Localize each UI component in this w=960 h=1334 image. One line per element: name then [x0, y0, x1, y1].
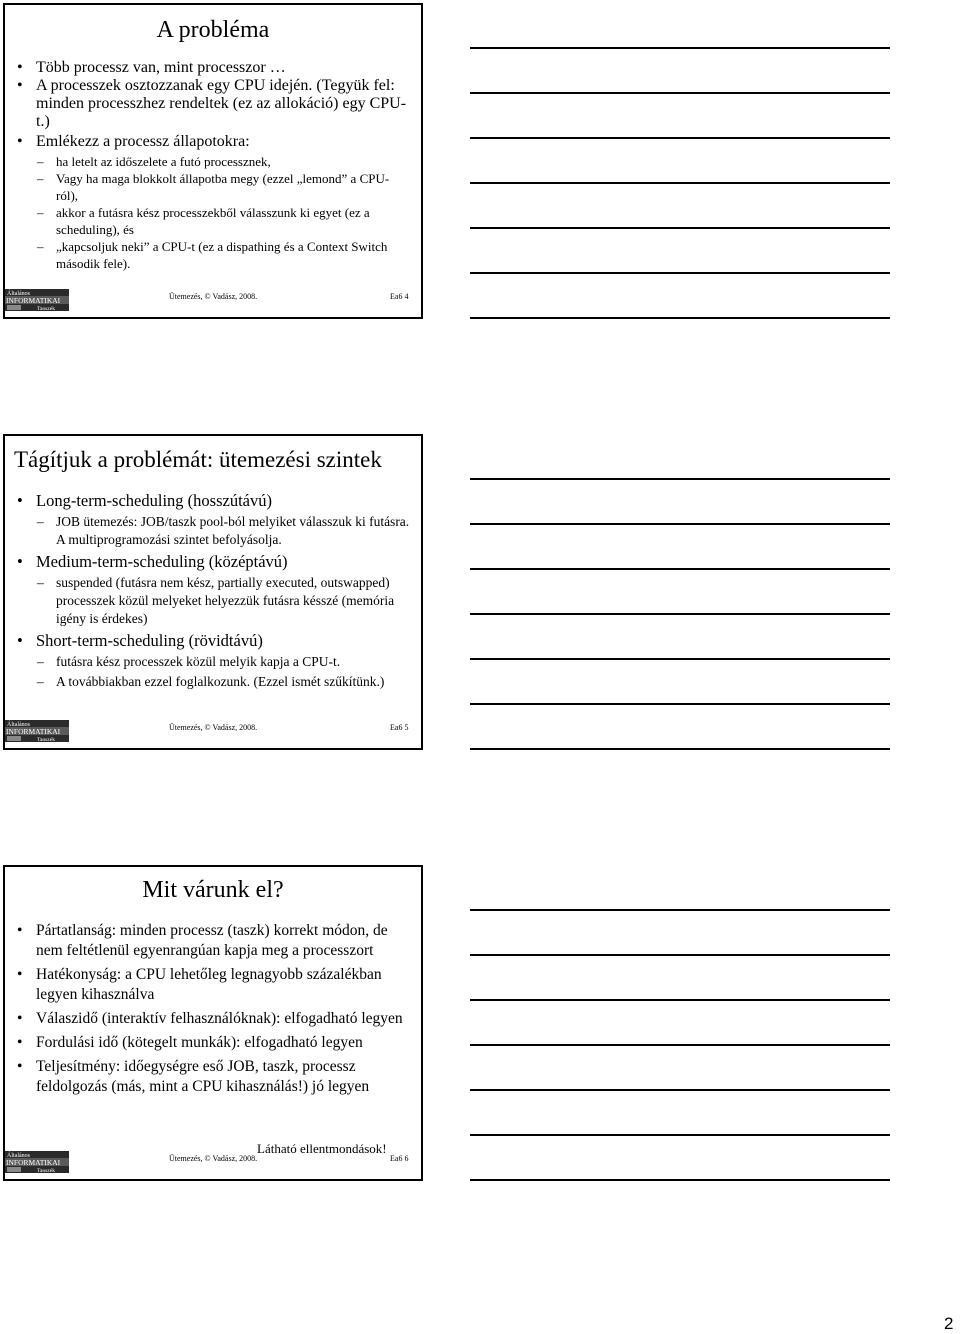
slide-title: Tágítjuk a problémát: ütemezési szintek [14, 447, 382, 472]
logo-text: Általános [7, 1153, 30, 1159]
sub-bullet: – Vagy ha maga blokkolt állapotba megy (ezzel „lemond” a CPU-ról), [17, 170, 411, 204]
bullet: • Long-term-scheduling (hosszútávú) [17, 491, 411, 510]
slide-body [17, 921, 411, 1097]
footer-copyright: Ütemezés, © Vadász, 2008. [169, 1154, 258, 1163]
department-logo [5, 1151, 69, 1173]
footer-copyright: Ütemezés, © Vadász, 2008. [169, 723, 258, 732]
slide-4 [3, 3, 423, 319]
bullet: • Válaszidő (interaktív felhasználóknak): elfogadható legyen [17, 1009, 411, 1029]
bullet: • Emlékezz a processz állapotokra: [17, 133, 411, 151]
slide-title: A probléma [156, 17, 270, 43]
logo-text: Tanszék [37, 1168, 55, 1173]
logo-text: Tanszék [37, 737, 55, 742]
bullet: • Pártatlanság: minden processz (taszk) korrekt módon, de nem feltétlenül egyenrangúan kapja meg a processzort [17, 921, 411, 961]
slide-6 [3, 865, 423, 1181]
department-logo [5, 289, 69, 311]
footer-slide-number: Ea6 4 [390, 292, 409, 301]
logo-text: INFORMATIKAI [6, 727, 61, 736]
sub-bullet: – suspended (futásra nem kész, partially executed, outswapped) processzek közül melyeket helyezzük futásra késszé (memória igény is érdekes) [17, 574, 411, 628]
slide-footer [5, 1153, 421, 1173]
footer-slide-number: Ea6 5 [390, 723, 409, 732]
sub-bullet: – akkor a futásra kész processzekből válasszunk ki egyet (ez a scheduling), és [17, 204, 411, 238]
sub-bullet: – A továbbiakban ezzel foglalkozunk. (Ezzel ismét szűkítünk.) [17, 673, 411, 691]
department-logo [5, 720, 69, 742]
logo-text: Tanszék [37, 306, 55, 311]
bullet: • Több processz van, mint processzor … [17, 59, 411, 77]
slide-note: Látható ellentmondások! [257, 1141, 387, 1156]
bullet: • Fordulási idő (kötegelt munkák): elfogadható legyen [17, 1033, 411, 1053]
logo-text: Általános [7, 722, 30, 728]
slide-body [17, 59, 411, 272]
bullet: • Short-term-scheduling (rövidtávú) [17, 631, 411, 650]
sub-bullet: – „kapcsoljuk neki” a CPU-t (ez a dispathing és a Context Switch második fele). [17, 238, 411, 272]
sub-bullet: – JOB ütemezés: JOB/taszk pool-ból melyiket válasszuk ki futásra. A multiprogramozási szintet befolyásolja. [17, 513, 411, 549]
slide-body [17, 491, 411, 691]
slide-footer [5, 291, 421, 311]
logo-text: INFORMATIKAI [6, 296, 61, 305]
bullet: • Teljesítmény: időegységre eső JOB, taszk, processz feldolgozás (más, mint a CPU kihasználás!) jó legyen [17, 1057, 411, 1097]
bullet: • Hatékonyság: a CPU lehetőleg legnagyobb százalékban legyen kihasználva [17, 965, 411, 1005]
sub-bullet: – futásra kész processzek közül melyik kapja a CPU-t. [17, 653, 411, 671]
bullet: • Medium-term-scheduling (középtávú) [17, 552, 411, 571]
page-number: 2 [944, 1314, 954, 1333]
logo-text: Általános [7, 291, 30, 297]
footer-copyright: Ütemezés, © Vadász, 2008. [169, 292, 258, 301]
sub-bullet: – ha letelt az időszelete a futó processznek, [17, 153, 411, 170]
bullet: • A processzek osztozzanak egy CPU idején. (Tegyük fel: minden processzhez rendeltek (ez az allokáció) egy CPU-t.) [17, 77, 411, 131]
slide-title: Mit várunk el? [142, 877, 284, 903]
logo-text: INFORMATIKAI [6, 1158, 61, 1167]
slide-footer [5, 722, 421, 742]
slide-5 [3, 434, 423, 750]
footer-slide-number: Ea6 6 [390, 1154, 409, 1163]
